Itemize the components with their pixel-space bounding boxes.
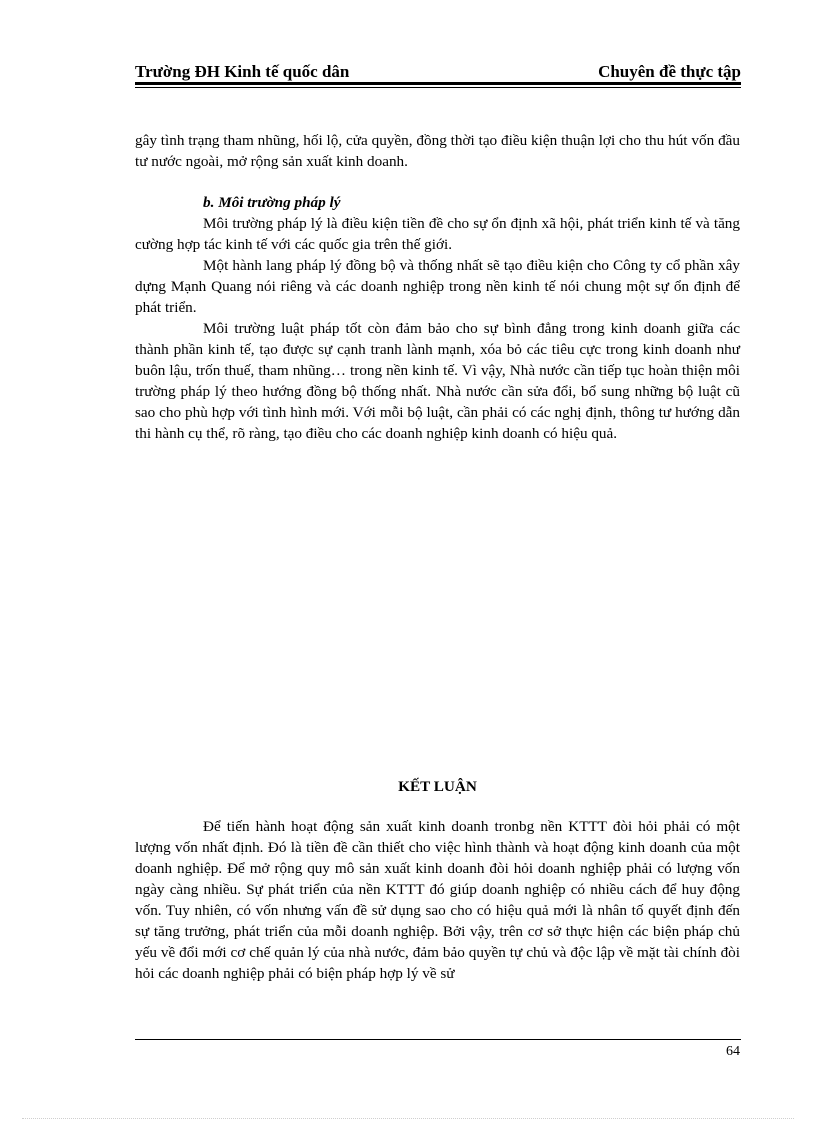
page-number: 64 (726, 1044, 740, 1059)
body-paragraph-1: Môi trường pháp lý là điều kiện tiền đề cho sự ổn định xã hội, phát triển kinh tế và tăng cường hợp tác kinh tế với các quốc gia trên thế giới. (135, 215, 740, 253)
header-document-type: Chuyên đề thực tập (598, 62, 741, 81)
conclusion-title: KẾT LUẬN (398, 778, 477, 795)
header-school-name: Trường ĐH Kinh tế quốc dân (135, 62, 350, 81)
conclusion-section (135, 776, 740, 984)
continuation-paragraph: gây tình trạng tham nhũng, hối lộ, cửa quyền, đồng thời tạo điều kiện thuận lợi cho thu hút vốn đầu tư nước ngoài, mở rộng sản xuất kinh doanh. (135, 132, 740, 170)
header-rule-thick (135, 82, 741, 85)
page-edge-dotted-line (22, 1118, 794, 1119)
body-paragraph-3: Môi trường luật pháp tốt còn đảm bảo cho sự bình đẳng trong kinh doanh giữa các thành phần kinh tế, tạo được sự cạnh tranh lành mạnh, xóa bỏ các tiêu cực trong kinh doanh như buôn lậu, trốn thuế, tham nhũng… trong nền kinh tế. Vì vậy, Nhà nước cần tiếp tục hoàn thiện môi trường pháp lý theo hướng đồng bộ thống nhất. Nhà nước cần sửa đổi, bổ sung những bộ luật cũ sao cho phù hợp với tình hình mới. Với mỗi bộ luật, cần phải có các nghị định, thông tư hướng dẫn thi hành cụ thể, rõ ràng, tạo điều cho các doanh nghiệp kinh doanh có hiệu quả. (135, 320, 740, 442)
page-header (135, 60, 741, 86)
main-content (135, 130, 740, 444)
subheading-legal-environment: b. Môi trường pháp lý (203, 194, 341, 211)
body-paragraph-2: Một hành lang pháp lý đồng bộ và thống nhất sẽ tạo điều kiện cho Công ty cổ phần xây dựng Mạnh Quang nói riêng và các doanh nghiệp trong nền kinh tế nói chung một sự ổn định để phát triển. (135, 257, 740, 316)
footer-rule (135, 1039, 741, 1040)
header-rule-thin (135, 87, 741, 88)
conclusion-paragraph: Để tiến hành hoạt động sản xuất kinh doanh tronbg nền KTTT đòi hỏi phải có một lượng vốn nhất định. Đó là tiền đề cần thiết cho việc hình thành và hoạt động kinh doanh của một doanh nghiệp. Để mở rộng quy mô sản xuất kinh doanh đòi hỏi doanh nghiệp phải có lượng vốn ngày càng nhiều. Sự phát triển của nền KTTT đó giúp doanh nghiệp có nhiều cách để huy động vốn. Tuy nhiên, có vốn nhưng vấn đề sử dụng sao cho có hiệu quả mới là nhân tố quyết định đến sự tăng trưởng, phát triển của mỗi doanh nghiệp. Bởi vậy, trên cơ sở thực hiện các biện pháp chủ yếu về đổi mới cơ chế quản lý của nhà nước, đảm bảo quyền tự chủ và độc lập về mặt tài chính đòi hỏi các doanh nghiệp phải có biện pháp hợp lý về sử (135, 818, 740, 982)
